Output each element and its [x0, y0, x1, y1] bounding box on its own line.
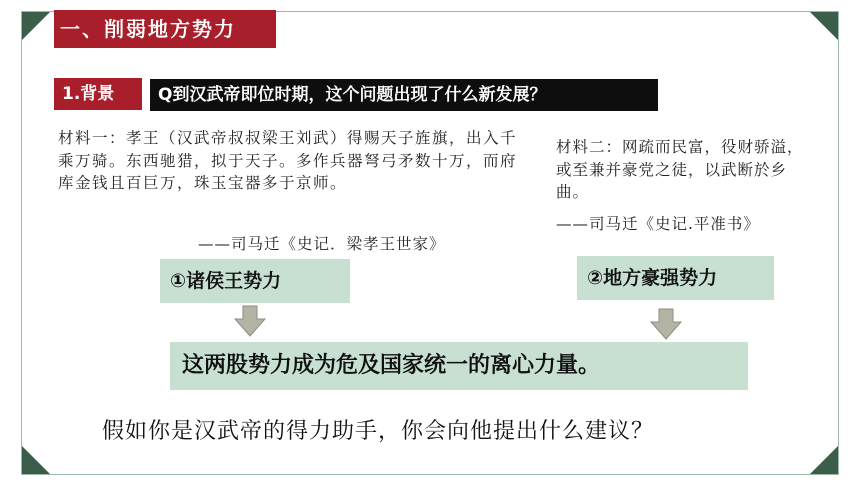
conclusion-banner: 这两股势力成为危及国家统一的离心力量。 — [170, 342, 748, 390]
background-tag: 1.背景 — [54, 78, 142, 110]
force-1-label: ①诸侯王势力 — [160, 259, 350, 303]
force-2-label: ②地方豪强势力 — [577, 256, 774, 300]
material-1-text: 材料一：孝王（汉武帝叔叔梁王刘武）得赐天子旌旗，出入千乘万骑。东西驰猎，拟于天子。多作兵器弩弓矛数十万，而府库金钱且百巨万，珠玉宝器多于京师。 — [58, 129, 518, 192]
corner-decoration-top-right — [810, 12, 838, 40]
material-2-text: 材料二：网疏而民富，役财骄溢，或至兼并豪党之徒，以武断於乡曲。 — [556, 138, 804, 201]
down-arrow-icon — [233, 305, 267, 337]
material-2-source: ——司马迁《史记.平准书》 — [556, 215, 760, 233]
material-1-source: ——司马迁《史记．梁孝王世家》 — [198, 235, 446, 253]
section-title: 一、削弱地方势力 — [54, 10, 276, 48]
question-banner: Q到汉武帝即位时期，这个问题出现了什么新发展？ — [150, 79, 658, 111]
down-arrow-icon — [649, 308, 683, 340]
corner-decoration-top-left — [22, 12, 50, 40]
discussion-prompt: 假如你是汉武帝的得力助手，你会向他提出什么建议？ — [102, 419, 655, 444]
corner-decoration-bottom-right — [810, 446, 838, 474]
corner-decoration-bottom-left — [22, 446, 50, 474]
